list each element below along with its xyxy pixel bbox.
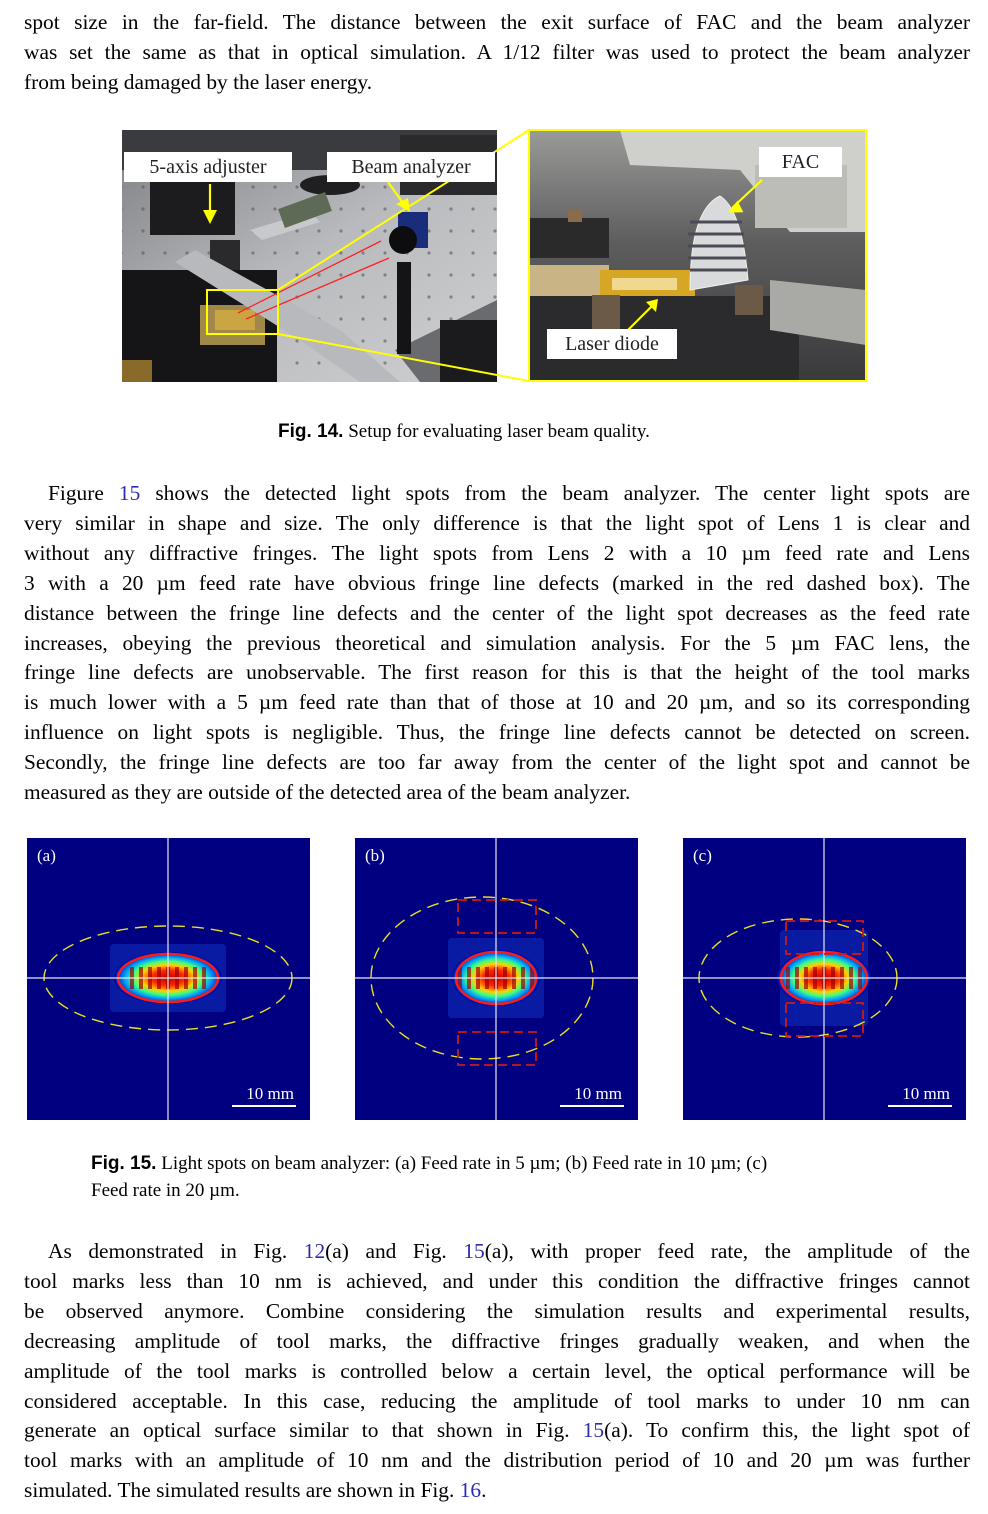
caption-label: Fig. 15. (91, 1153, 157, 1174)
text-line (24, 1237, 970, 1267)
label-fac: FAC (759, 147, 842, 177)
text-line: without any diffractive fringes. The light spots from Lens 2 with a 10 µm feed rate and Lens (24, 540, 970, 565)
text-line: from being damaged by the laser energy. (24, 69, 373, 94)
setup-photo-composite (0, 0, 988, 400)
text-line: influence on light spots is negligible. Thus, the fringe line defects cannot be detected on screen. (24, 720, 970, 745)
caption-text: Light spots on beam analyzer: (a) Feed rate in 5 µm; (b) Feed rate in 10 µm; (c) (161, 1153, 768, 1174)
scale-bar-label: 10 mm (246, 1084, 294, 1103)
label-laser-diode: Laser diode (547, 329, 677, 359)
figure-15-link[interactable]: 15 (582, 1418, 605, 1443)
figure-12-link[interactable]: 12 (303, 1239, 326, 1263)
scale-bar-label: 10 mm (902, 1084, 950, 1103)
text-fragment: . (481, 1478, 487, 1503)
light-spot-image (27, 838, 310, 1120)
text-line: distance between the fringe line defects and the center of the light spot decreases as the feed rate (24, 600, 970, 625)
text-line: is much lower with a 5 µm feed rate than that of those at 10 and 20 µm, and so its corresponding (24, 690, 970, 715)
text-line: very similar in shape and size. The only difference is that the light spot of Lens 1 is clear and (24, 510, 970, 535)
text-fragment: simulated. The simulated results are shown in Fig. (24, 1478, 460, 1503)
text-line: measured as they are outside of the detected area of the beam analyzer. (24, 780, 631, 805)
paragraph-fig15-discussion (24, 479, 970, 808)
text-line: amplitude of the tool marks is controlled below a certain level, the optical performance will be (24, 1358, 970, 1383)
light-spot-panel-b (355, 838, 638, 1120)
caption-text: Setup for evaluating laser beam quality. (348, 421, 650, 442)
text-fragment: shows the detected light spots from the beam analyzer. The center light spots are (140, 481, 970, 505)
text-line (24, 1476, 970, 1506)
paragraph-bottom (24, 1237, 970, 1506)
figure-15-link[interactable]: 15 (118, 481, 141, 505)
figure-14-caption (278, 418, 650, 445)
figure-15-caption (91, 1150, 921, 1204)
figure-16-link[interactable]: 16 (459, 1478, 482, 1503)
caption-line: Feed rate in 20 µm. (91, 1180, 240, 1201)
label-beam-analyzer: Beam analyzer (327, 152, 495, 182)
text-line (24, 479, 970, 509)
text-line: be observed anymore. Combine considering the simulation results and experimental results, (24, 1298, 970, 1323)
text-line: decreasing amplitude of tool marks, the diffractive fringes gradually weaken, and when the (24, 1328, 970, 1353)
text-line: considered acceptable. In this case, reducing the amplitude of tool marks to under 10 nm can (24, 1388, 970, 1413)
text-line: 3 with a 20 µm feed rate have obvious fringe line defects (marked in the red dashed box). The (24, 570, 970, 595)
text-line: tool marks less than 10 nm is achieved, and under this condition the diffractive fringes cannot (24, 1268, 970, 1293)
panel-letter: (c) (693, 846, 712, 865)
text-fragment: Figure (48, 481, 119, 505)
light-spot-image (355, 838, 638, 1120)
scale-bar-label: 10 mm (574, 1084, 622, 1103)
text-line: fringe line defects are unobservable. The first reason for this is that the height of the tool marks (24, 660, 970, 685)
panel-letter: (b) (365, 846, 385, 865)
text-line (24, 1416, 970, 1446)
text-fragment: (a) and Fig. (325, 1239, 464, 1263)
light-spot-panel-c (683, 838, 966, 1120)
figure-15-link[interactable]: 15 (463, 1239, 485, 1263)
text-line: was set the same as that in optical simulation. A 1/12 filter was used to protect the beam analyzer (24, 39, 970, 64)
text-fragment: As demonstrated in Fig. (48, 1239, 304, 1263)
text-line: Secondly, the fringe line defects are too far away from the center of the light spot and cannot be (24, 750, 970, 775)
text-fragment: generate an optical surface similar to that shown in Fig. (24, 1418, 583, 1443)
text-line: increases, obeying the previous theoretical and simulation analysis. For the 5 µm FAC lens, the (24, 630, 970, 655)
text-fragment: (a), with proper feed rate, the amplitude of the (484, 1239, 970, 1263)
caption-line (91, 1150, 921, 1177)
text-fragment: (a). To confirm this, the light spot of (604, 1418, 970, 1443)
text-line: tool marks with an amplitude of 10 nm and the distribution period of 10 and 20 µm was further (24, 1448, 970, 1473)
light-spot-image (683, 838, 966, 1120)
panel-letter: (a) (37, 846, 56, 865)
text-line: spot size in the far-field. The distance between the exit surface of FAC and the beam analyzer (24, 10, 970, 34)
light-spot-panel-a (27, 838, 310, 1120)
figure-14 (0, 0, 988, 442)
label-5-axis-adjuster: 5-axis adjuster (124, 152, 292, 182)
caption-label: Fig. 14. (278, 421, 344, 442)
